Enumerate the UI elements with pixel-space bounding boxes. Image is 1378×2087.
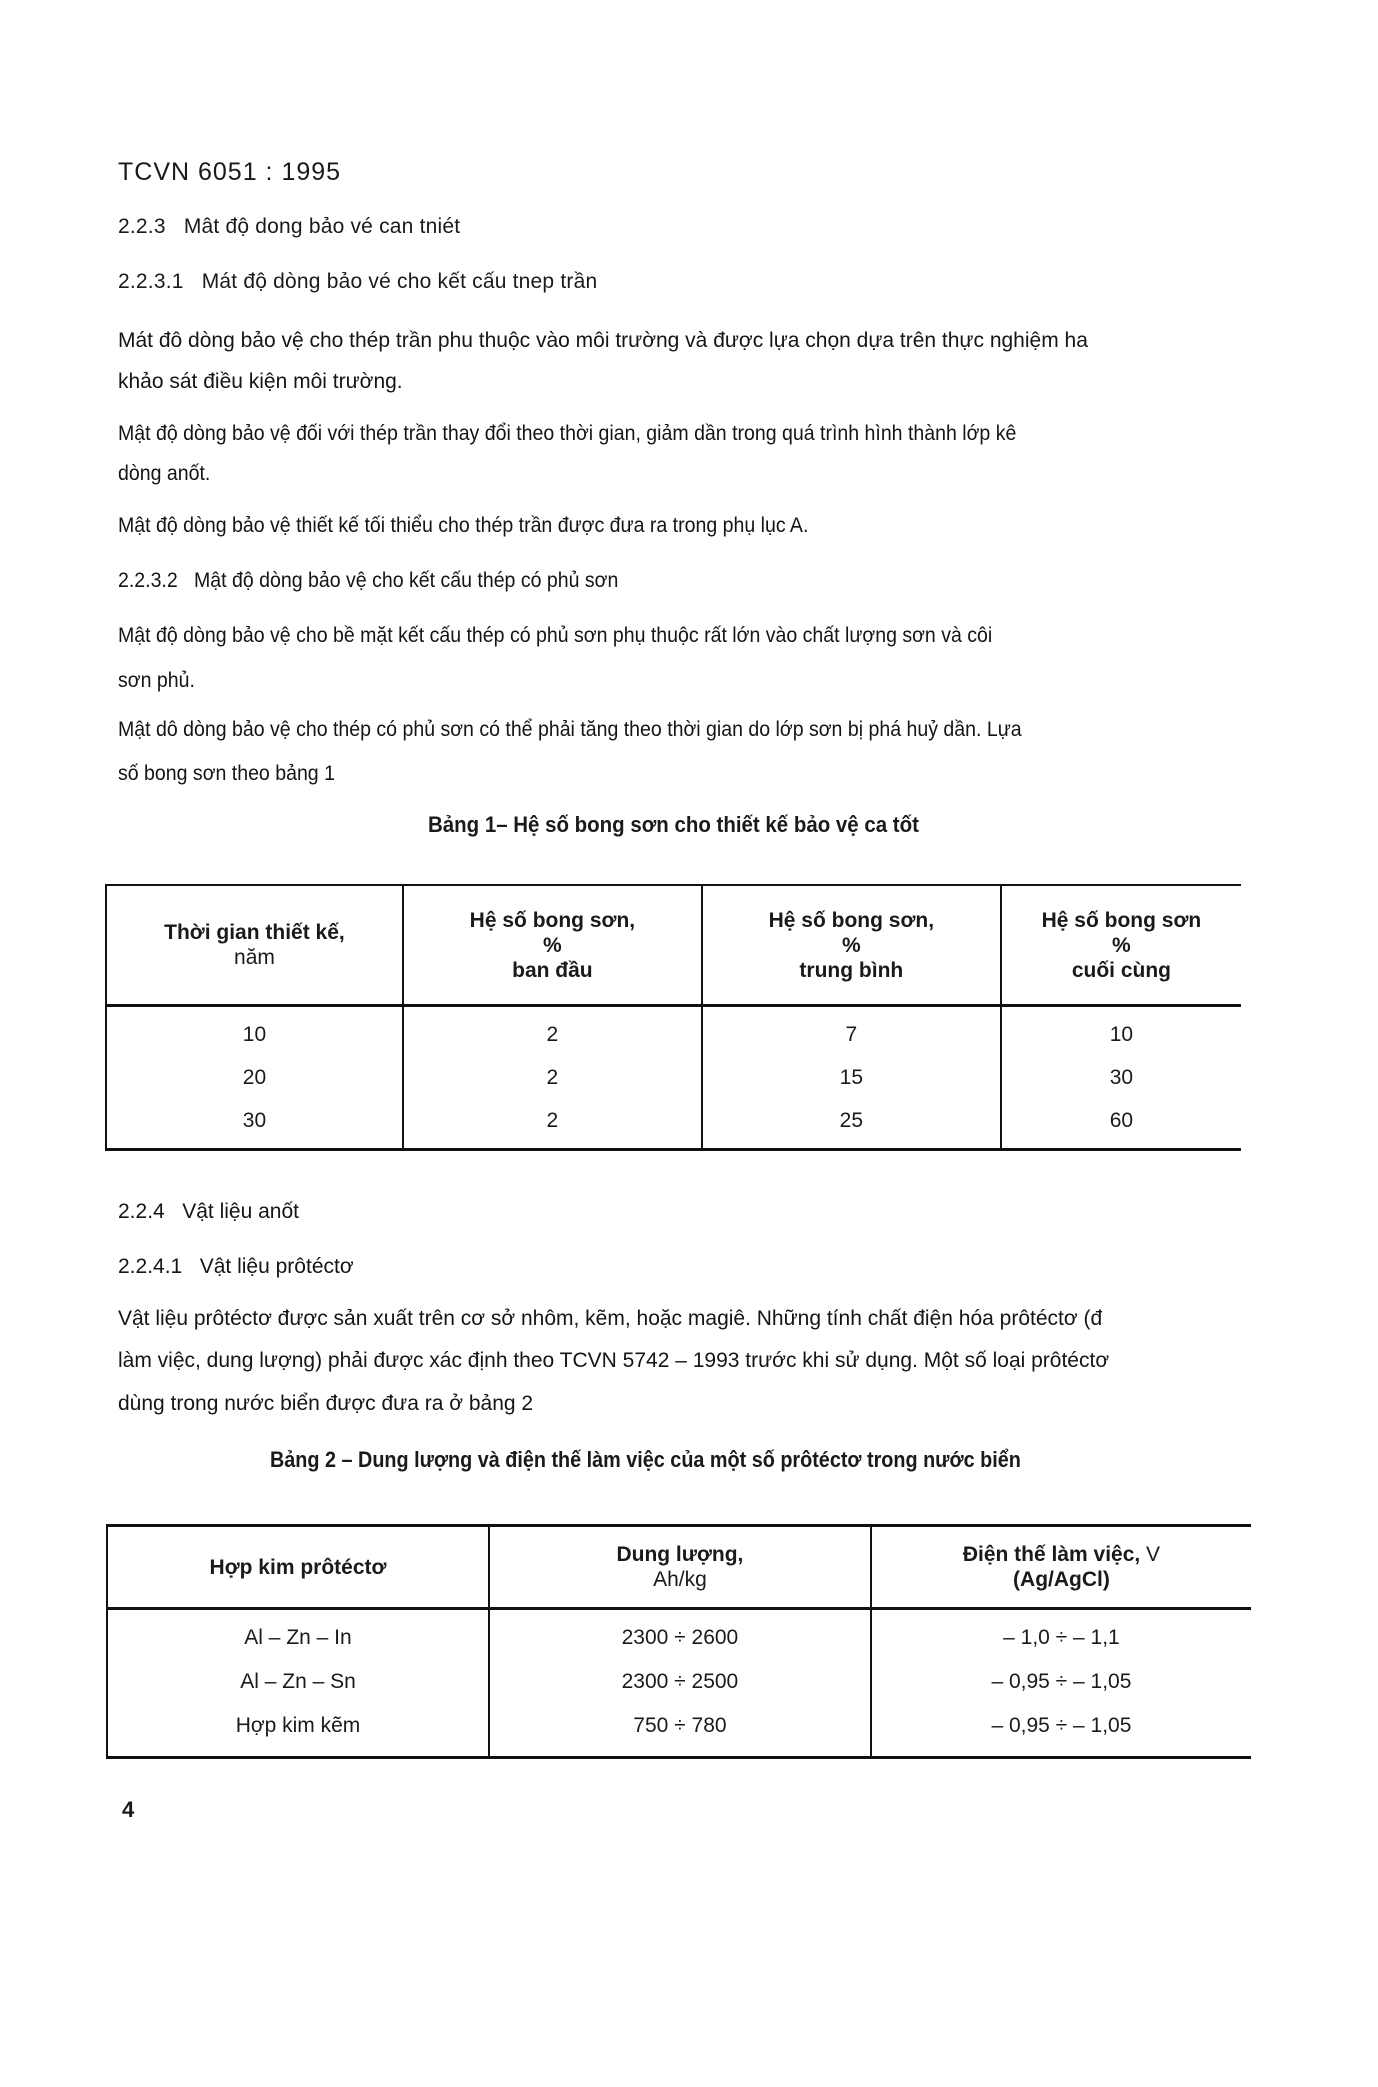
table-cell: 750 ÷ 780	[489, 1704, 871, 1758]
header-line: Dung lượng,	[616, 1543, 744, 1566]
table-2-caption: Bảng 2 – Dung lượng và điện thế làm việc của một số prôtéctơ trong nước biển	[270, 1447, 1021, 1472]
paragraph-line: số bong sơn theo bảng 1	[118, 762, 335, 785]
column-header-design-life	[106, 885, 403, 1006]
header-line: Hệ số bong sơn,	[469, 908, 636, 932]
table-cell: Hợp kim kẽm	[107, 1704, 489, 1758]
section-number: 2.2.4.1	[118, 1255, 183, 1278]
header-line	[872, 1542, 1251, 1567]
table-cell: 30	[1109, 1066, 1134, 1089]
section-number: 2.2.3.1	[118, 270, 184, 293]
paragraph-line: Mật độ dòng bảo vệ cho bề mặt kết cấu thép có phủ sơn phụ thuộc rất lớn vào chất lượng sơn và côi	[118, 624, 993, 647]
table-header-row	[107, 1526, 1251, 1609]
paragraph-line: dòng anốt.	[118, 462, 211, 485]
table-row	[106, 1099, 1241, 1150]
table-cell: 10	[1109, 1023, 1134, 1046]
table-row	[106, 1006, 1241, 1057]
unit-text: V	[1140, 1543, 1161, 1566]
table-2-protector-alloys	[106, 1524, 1251, 1759]
column-header-working-potential	[871, 1526, 1251, 1609]
section-title: Vật liệu prôtéctơ	[199, 1255, 354, 1278]
section-number: 2.2.3.2	[118, 569, 178, 592]
table-cell: Al – Zn – In	[107, 1609, 489, 1661]
column-header-initial	[403, 885, 702, 1006]
table-cell: 15	[702, 1056, 1001, 1099]
table-cell: 20	[106, 1056, 403, 1099]
header-line: %	[1112, 933, 1131, 957]
column-header-mean	[702, 885, 1001, 1006]
table-row	[107, 1660, 1251, 1704]
table-cell: 25	[702, 1099, 1001, 1150]
header-line: Hệ số bong sơn,	[768, 908, 935, 932]
standard-code: TCVN 6051 : 1995	[118, 158, 342, 186]
page-number: 4	[122, 1797, 135, 1822]
table-row	[107, 1609, 1251, 1661]
header-line: %	[543, 933, 562, 957]
table-cell: Al – Zn – Sn	[107, 1660, 489, 1704]
table-cell: 2	[403, 1099, 702, 1150]
section-heading-2-2-3-2	[118, 569, 618, 593]
section-heading-2-2-3-1	[118, 270, 597, 294]
header-line: cuối cùng	[1071, 958, 1171, 982]
table-cell: 7	[702, 1006, 1001, 1057]
column-header-capacity	[489, 1526, 871, 1609]
paragraph-line: Mát đô dòng bảo vệ cho thép trần phu thuộc vào môi trường và được lựa chọn dựa trên thực nghiệm ha	[118, 329, 1088, 352]
table-cell: 30	[106, 1099, 403, 1150]
section-heading-2-2-4	[118, 1200, 299, 1224]
paragraph-line: Vật liệu prôtéctơ được sản xuất trên cơ sở nhôm, kẽm, hoặc magiê. Những tính chất điện hóa prôtéctơ (đ	[118, 1307, 1103, 1330]
table-1-paint-breakdown-factors	[105, 884, 1241, 1151]
table-cell: – 1,0 ÷ – 1,1	[1003, 1626, 1120, 1649]
header-line: %	[841, 933, 861, 957]
header-line: năm	[234, 946, 275, 969]
header-line: (Ag/AgCl)	[1013, 1568, 1110, 1591]
table-cell: – 0,95 ÷ – 1,05	[991, 1670, 1132, 1693]
table-cell: 10	[106, 1006, 403, 1057]
paragraph-line: Mật độ dòng bảo vệ đối với thép trần thay đổi theo thời gian, giảm dần trong quá trình hình thành lớp kê	[118, 422, 1017, 445]
table-cell: 2300 ÷ 2500	[489, 1660, 871, 1704]
table-header-row	[106, 885, 1241, 1006]
section-title: Mât độ dong bảo vé can tniét	[183, 215, 461, 238]
paragraph-line: Mật dô dòng bảo vệ cho thép có phủ sơn có thể phải tăng theo thời gian do lớp sơn bị phá huỷ dần. Lựa	[118, 718, 1022, 741]
header-text: Điện thế làm việc,	[962, 1543, 1141, 1566]
section-heading-2-2-3	[118, 215, 460, 239]
paragraph-line: sơn phủ.	[118, 669, 195, 692]
section-title: Mật độ dòng bảo vệ cho kết cấu thép có phủ sơn	[194, 569, 619, 592]
table-row	[106, 1056, 1241, 1099]
header-line: Hợp kim prôtéctơ	[209, 1555, 387, 1579]
paragraph-line: Mật độ dòng bảo vệ thiết kế tối thiểu cho thép trần được đưa ra trong phụ lục A.	[118, 514, 809, 537]
header-line: Thời gian thiết kế,	[164, 921, 345, 944]
paragraph-line: khảo sát điều kiện môi trường.	[118, 370, 403, 393]
table-cell: 2300 ÷ 2600	[489, 1609, 871, 1661]
header-line: ban đầu	[512, 958, 593, 982]
section-heading-2-2-4-1	[118, 1255, 354, 1279]
table-1-caption: Bảng 1– Hệ số bong sơn cho thiết kế bảo vệ ca tốt	[428, 812, 919, 837]
table-cell: 60	[1109, 1109, 1134, 1132]
column-header-final	[1001, 885, 1241, 1006]
table-row	[107, 1704, 1251, 1758]
section-number: 2.2.3	[118, 215, 166, 238]
table-cell: 2	[403, 1006, 702, 1057]
header-line: trung bình	[799, 958, 904, 982]
table-cell: 2	[403, 1056, 702, 1099]
paragraph-line: dùng trong nước biển được đưa ra ở bảng 2	[118, 1392, 534, 1415]
header-line: Hệ số bong sơn	[1041, 908, 1202, 932]
section-title: Vật liệu anốt	[182, 1200, 299, 1223]
paragraph-line: làm việc, dung lượng) phải được xác định theo TCVN 5742 – 1993 trước khi sử dụng. Một số loại prôtéctơ	[118, 1349, 1110, 1372]
header-line: Ah/kg	[653, 1568, 707, 1591]
column-header-alloy	[107, 1526, 489, 1609]
section-title: Mát độ dòng bảo vé cho kết cấu tnep trần	[201, 270, 598, 293]
table-cell: – 0,95 ÷ – 1,05	[991, 1714, 1132, 1737]
section-number: 2.2.4	[118, 1200, 165, 1223]
